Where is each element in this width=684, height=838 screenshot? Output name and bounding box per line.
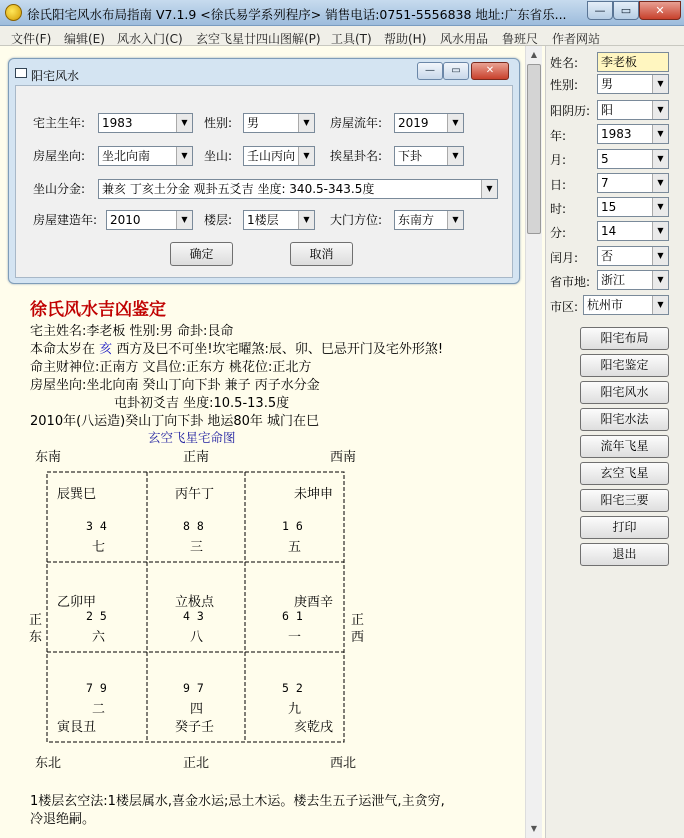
house-year-label: 房屋流年: <box>330 116 383 130</box>
xuankong-flying-star-button[interactable]: 玄空飞星 <box>580 462 669 485</box>
exit-button[interactable]: 退出 <box>580 543 669 566</box>
leap-month-select[interactable] <box>597 246 669 266</box>
chevron-down-icon: ▼ <box>447 114 463 132</box>
owner-info-line: 宅主姓名:李老板 性别:男 命卦:艮命 <box>30 324 234 339</box>
palace-sw-mountains: 未坤申 <box>294 487 334 502</box>
taisui-suffix: 西方及巳不可坐!坎宅曜煞:辰、卯、巳忌开门及宅外形煞! <box>116 342 444 357</box>
minute-value: 14 <box>601 224 617 238</box>
period-line: 2010年(八运造)癸山丁向下卦 地运80年 城门在巳 <box>30 414 320 429</box>
build-year-value: 2010 <box>110 213 141 227</box>
panel-gender-select[interactable] <box>597 74 669 94</box>
chevron-down-icon: ▼ <box>652 222 668 240</box>
palace-e-stars: 2 5 <box>86 609 107 623</box>
gender-label: 性别: <box>204 116 233 130</box>
star-name-value: 下卦 <box>398 149 423 163</box>
chevron-down-icon: ▼ <box>298 211 314 229</box>
direction-west-1: 正 <box>351 613 365 628</box>
palace-center-stars: 4 3 <box>183 609 204 623</box>
ok-button[interactable]: 确定 <box>170 242 233 266</box>
chevron-down-icon: ▼ <box>298 147 314 165</box>
day-value: 7 <box>601 176 609 190</box>
chevron-down-icon: ▼ <box>652 271 668 289</box>
menu-author-website[interactable]: 作者网站 <box>552 32 601 46</box>
province-select[interactable] <box>597 270 669 290</box>
chevron-down-icon: ▼ <box>481 180 497 198</box>
palace-s-stars: 8 8 <box>183 519 204 533</box>
menu-fengshui-products[interactable]: 风水用品 <box>440 32 489 46</box>
palace-ne-mountains: 寅艮丑 <box>57 720 97 735</box>
chevron-down-icon: ▼ <box>447 211 463 229</box>
menu-help[interactable]: 帮助(H) <box>384 32 427 46</box>
palace-e-period: 六 <box>92 630 106 645</box>
year-value: 1983 <box>601 127 632 141</box>
menu-fengshui-intro[interactable]: 风水入门(C) <box>117 32 183 46</box>
palace-n-period: 四 <box>190 702 204 717</box>
panel-gender-value: 男 <box>601 77 614 91</box>
calendar-value: 阳 <box>601 103 614 117</box>
close-button[interactable]: ✕ <box>639 1 681 20</box>
palace-n-stars: 9 7 <box>183 681 204 695</box>
province-value: 浙江 <box>601 273 626 287</box>
chevron-down-icon: ▼ <box>176 211 192 229</box>
fengshui-button[interactable]: 阳宅风水 <box>580 381 669 404</box>
palace-sw-stars: 1 6 <box>282 519 303 533</box>
floor-xuankong-line-1: 1楼层玄空法:1楼层属水,喜金水运;忌土木运。楼去生五子运泄气,主贪穷, <box>30 794 445 809</box>
door-value: 东南方 <box>398 213 435 227</box>
direction-southwest: 西南 <box>330 450 357 465</box>
palace-se-mountains: 辰巽巳 <box>57 487 97 502</box>
chevron-down-icon: ▼ <box>652 150 668 168</box>
hour-value: 15 <box>601 200 617 214</box>
build-year-label: 房屋建造年: <box>33 213 98 227</box>
floor-xuankong-line-2: 冷退绝嗣。 <box>30 812 96 827</box>
cancel-button[interactable]: 取消 <box>290 242 353 266</box>
day-select[interactable] <box>597 173 669 193</box>
palace-ne-stars: 7 9 <box>86 681 107 695</box>
scroll-down-icon[interactable]: ▼ <box>530 824 538 833</box>
month-value: 5 <box>601 152 609 166</box>
layout-button[interactable]: 阳宅布局 <box>580 327 669 350</box>
dialog-maximize-button[interactable]: ▭ <box>443 62 469 80</box>
taisui-branch: 亥 <box>99 342 113 357</box>
window-title: 徐氏阳宅风水布局指南 V7.1.9 <徐氏易学系列程序> 销售电话:0751-5556838 地址:广东省乐... <box>27 7 567 22</box>
minute-select[interactable] <box>597 221 669 241</box>
house-year-value: 2019 <box>398 116 429 130</box>
chevron-down-icon: ▼ <box>447 147 463 165</box>
palace-nw-stars: 5 2 <box>282 681 303 695</box>
province-label: 省市地: <box>550 275 591 289</box>
chevron-down-icon: ▼ <box>652 174 668 192</box>
division-label: 坐山分金: <box>33 182 86 196</box>
door-label: 大门方位: <box>330 213 383 227</box>
minimize-button[interactable]: — <box>587 1 613 20</box>
city-value: 杭州市 <box>587 298 624 312</box>
day-label: 日: <box>550 178 567 192</box>
menu-flying-star-diagram[interactable]: 玄空飞星廿四山图解(P) <box>196 32 321 46</box>
palace-se-stars: 3 4 <box>86 519 107 533</box>
flying-star-chart-title: 玄空飞星宅命图 <box>148 430 236 445</box>
dialog-close-button[interactable]: ✕ <box>471 62 509 80</box>
floor-label: 楼层: <box>204 213 233 227</box>
hour-select[interactable] <box>597 197 669 217</box>
maximize-button[interactable]: ▭ <box>613 1 639 20</box>
direction-north: 正北 <box>183 756 210 771</box>
chevron-down-icon: ▼ <box>652 198 668 216</box>
dialog-minimize-button[interactable]: — <box>417 62 443 80</box>
name-input[interactable]: 李老板 <box>597 52 669 72</box>
facing-label: 房屋坐向: <box>33 149 86 163</box>
menu-edit[interactable]: 编辑(E) <box>64 32 105 46</box>
star-name-label: 挨星卦名: <box>330 149 383 163</box>
positions-line: 命主财神位:正南方 文昌位:正东方 桃花位:正北方 <box>30 360 312 375</box>
name-label: 姓名: <box>550 56 579 70</box>
palace-sw-period: 五 <box>288 540 302 555</box>
leap-month-value: 否 <box>601 249 614 263</box>
direction-southeast: 东南 <box>35 450 62 465</box>
palace-s-period: 三 <box>190 540 204 555</box>
palace-nw-period: 九 <box>288 702 302 717</box>
facing-value: 坐北向南 <box>102 149 151 163</box>
hour-label: 时: <box>550 202 567 216</box>
city-select[interactable] <box>583 295 669 315</box>
palace-center-period: 八 <box>190 630 204 645</box>
mountain-label: 坐山: <box>204 149 233 163</box>
direction-west-2: 西 <box>351 630 365 645</box>
direction-south: 正南 <box>183 450 210 465</box>
print-button[interactable]: 打印 <box>580 516 669 539</box>
calendar-select[interactable] <box>597 100 669 120</box>
dialog-title: 阳宅风水 <box>31 69 80 83</box>
palace-se-period: 七 <box>92 540 106 555</box>
birth-year-value: 1983 <box>102 116 133 130</box>
direction-east-2: 东 <box>29 630 43 645</box>
division-value: 兼亥 丁亥土分金 观卦五爻吉 坐度: 340.5-343.5度 <box>102 182 375 196</box>
menu-tools[interactable]: 工具(T) <box>331 32 372 46</box>
calendar-label: 阳阴历: <box>550 104 591 118</box>
chevron-down-icon: ▼ <box>652 247 668 265</box>
birth-year-label: 宅主生年: <box>33 116 86 130</box>
chevron-down-icon: ▼ <box>652 296 668 314</box>
minute-label: 分: <box>550 226 567 240</box>
palace-w-stars: 6 1 <box>282 609 303 623</box>
water-method-button[interactable]: 阳宅水法 <box>580 408 669 431</box>
chevron-down-icon: ▼ <box>176 114 192 132</box>
panel-gender-label: 性别: <box>550 78 579 92</box>
month-select[interactable] <box>597 149 669 169</box>
palace-nw-mountains: 亥乾戌 <box>294 720 334 735</box>
chevron-down-icon: ▼ <box>652 125 668 143</box>
palace-e-mountains: 乙卯甲 <box>57 595 97 610</box>
leap-month-label: 闰月: <box>550 251 579 265</box>
three-essentials-button[interactable]: 阳宅三要 <box>580 489 669 512</box>
menu-file[interactable]: 文件(F) <box>11 32 52 46</box>
chevron-down-icon: ▼ <box>298 114 314 132</box>
year-select[interactable] <box>597 124 669 144</box>
result-title: 徐氏风水吉凶鉴定 <box>30 300 166 320</box>
chevron-down-icon: ▼ <box>652 75 668 93</box>
direction-northwest: 西北 <box>330 756 357 771</box>
scroll-up-icon[interactable]: ▲ <box>530 50 538 59</box>
facing-line: 房屋坐向:坐北向南 癸山丁向下卦 兼子 丙子水分金 <box>30 378 320 393</box>
palace-w-period: 一 <box>288 630 302 645</box>
palace-w-mountains: 庚酉辛 <box>294 595 334 610</box>
month-label: 月: <box>550 153 567 167</box>
appraisal-button[interactable]: 阳宅鉴定 <box>580 354 669 377</box>
palace-n-mountains: 癸子壬 <box>175 720 215 735</box>
palace-ne-period: 二 <box>92 702 106 717</box>
chevron-down-icon: ▼ <box>652 101 668 119</box>
year-label: 年: <box>550 129 567 143</box>
gender-value: 男 <box>247 116 260 130</box>
city-label: 市区: <box>550 300 579 314</box>
menu-luban-ruler[interactable]: 鲁班尺 <box>502 32 539 46</box>
hexagram-line: 屯卦初爻吉 坐度:10.5-13.5度 <box>114 396 290 411</box>
mountain-value: 壬山丙向 <box>247 149 296 163</box>
taisui-prefix: 本命太岁在 <box>30 342 96 357</box>
palace-center-mountains: 立极点 <box>175 595 215 610</box>
annual-flying-star-button[interactable]: 流年飞星 <box>580 435 669 458</box>
direction-east-1: 正 <box>29 613 43 628</box>
direction-northeast: 东北 <box>35 756 62 771</box>
floor-value: 1楼层 <box>247 213 279 227</box>
palace-s-mountains: 丙午丁 <box>175 487 215 502</box>
chevron-down-icon: ▼ <box>176 147 192 165</box>
